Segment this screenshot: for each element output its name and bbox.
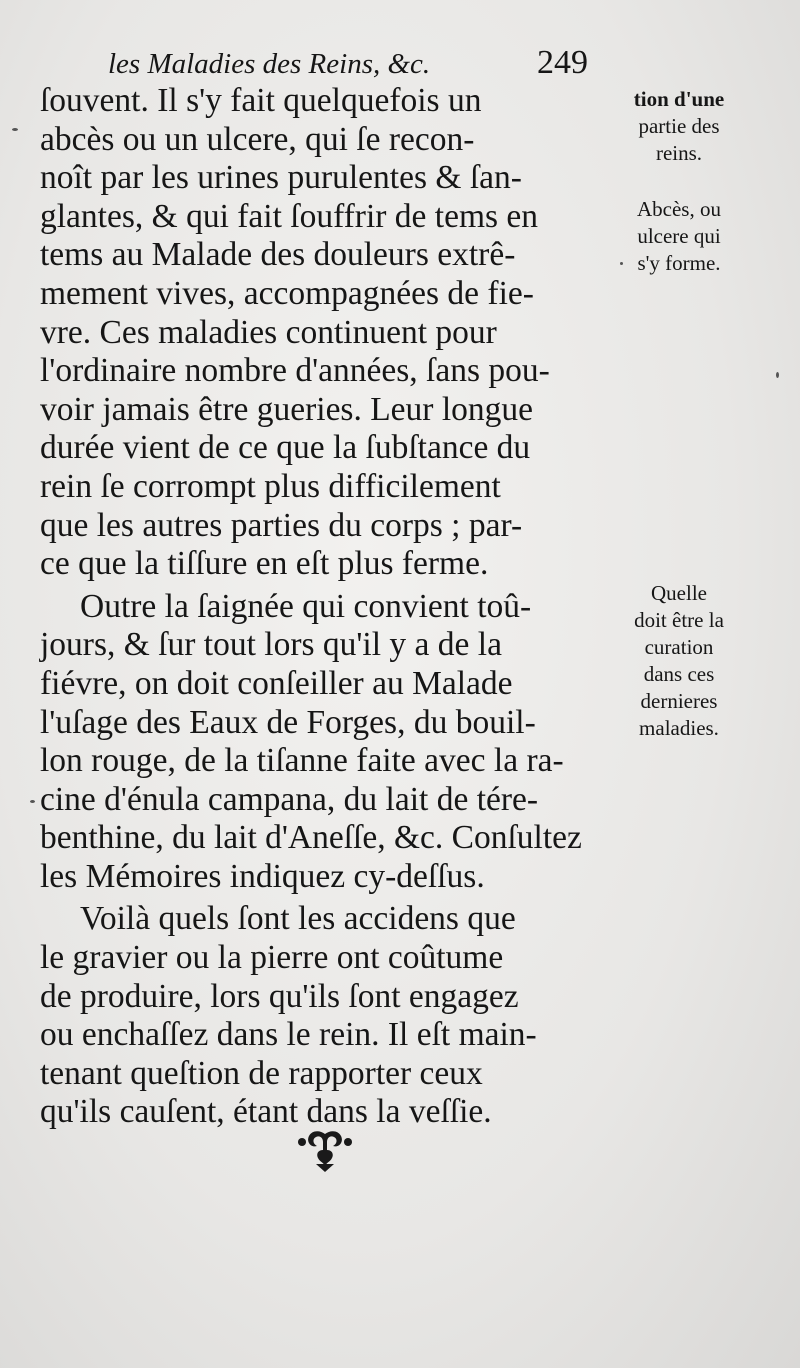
margin-note-line: partie des: [638, 114, 720, 138]
text-line: tenant queſtion de rapporter ceux: [40, 1054, 483, 1092]
page-number: 249: [537, 44, 588, 81]
margin-note-abces: [604, 196, 754, 277]
text-line: les Mémoires indiquez cy-deſſus.: [40, 857, 485, 895]
running-head-title: les Maladies des Reins, &c.: [108, 48, 431, 80]
text-line: l'uſage des Eaux de Forges, du bouil-: [40, 703, 536, 741]
text-line: vre. Ces maladies continuent pour: [40, 313, 497, 351]
margin-note-line: ulcere qui: [637, 224, 721, 248]
text-line: tems au Malade des douleurs extrê-: [40, 236, 516, 274]
fleuron-ornament-icon: [296, 1128, 354, 1172]
text-line: le gravier ou la pierre ont coûtume: [40, 939, 504, 977]
text-line: lon rouge, de la tiſanne faite avec la ra-: [40, 742, 564, 780]
text-line: rein ſe corrompt plus difficilement: [40, 467, 501, 505]
text-line: qu'ils cauſent, étant dans la veſſie.: [40, 1093, 492, 1131]
text-line: benthine, du lait d'Aneſſe, &c. Conſultez: [40, 819, 582, 857]
text-line: voir jamais être gueries. Leur longue: [40, 390, 534, 428]
text-line: ſouvent. Il s'y fait quelquefois un: [40, 82, 482, 119]
margin-note-line: reins.: [655, 141, 703, 165]
text-line: jours, & ſur tout lors qu'il y a de la: [40, 626, 502, 664]
margin-note-line: dernieres: [640, 689, 718, 713]
text-line: ou enchaſſez dans le rein. Il eſt main-: [40, 1016, 537, 1054]
margin-note-line: tion d'une: [633, 87, 725, 111]
margin-note-reins: [604, 86, 754, 167]
margin-note-line: s'y forme.: [637, 251, 721, 275]
margin-note-line: doit être la: [634, 608, 724, 632]
text-line: abcès ou un ulcere, qui ſe recon-: [40, 120, 475, 158]
margin-note-line: Quelle: [651, 581, 707, 605]
margin-note-line: dans ces: [643, 662, 715, 686]
margin-note-line: Abcès, ou: [637, 197, 721, 221]
margin-note-curation: [604, 580, 754, 742]
text-line: fiévre, on doit conſeiller au Malade: [40, 664, 513, 702]
margin-note-line: maladies.: [639, 716, 719, 740]
main-text: [40, 82, 605, 1132]
text-line: mement vives, accompagnées de fie-: [40, 274, 534, 312]
text-line: l'ordinaire nombre d'années, ſans pou-: [40, 352, 550, 390]
text-line: glantes, & qui fait ſouffrir de tems en: [40, 197, 539, 235]
text-line: Outre la ſaignée qui convient toû-: [80, 587, 532, 625]
margin-note-line: curation: [644, 635, 714, 659]
text-line: cine d'énula campana, du lait de tére-: [40, 780, 539, 818]
text-line: noît par les urines purulentes & ſan-: [40, 159, 522, 197]
text-line: de produire, lors qu'ils ſont engagez: [40, 977, 519, 1015]
text-line: durée vient de ce que la ſubſtance du: [40, 429, 531, 467]
text-line: Voilà quels ſont les accidens que: [80, 900, 516, 938]
text-line: ce que la tiſſure en eſt plus ferme.: [40, 545, 489, 583]
text-line: que les autres parties du corps ; par-: [40, 506, 523, 544]
